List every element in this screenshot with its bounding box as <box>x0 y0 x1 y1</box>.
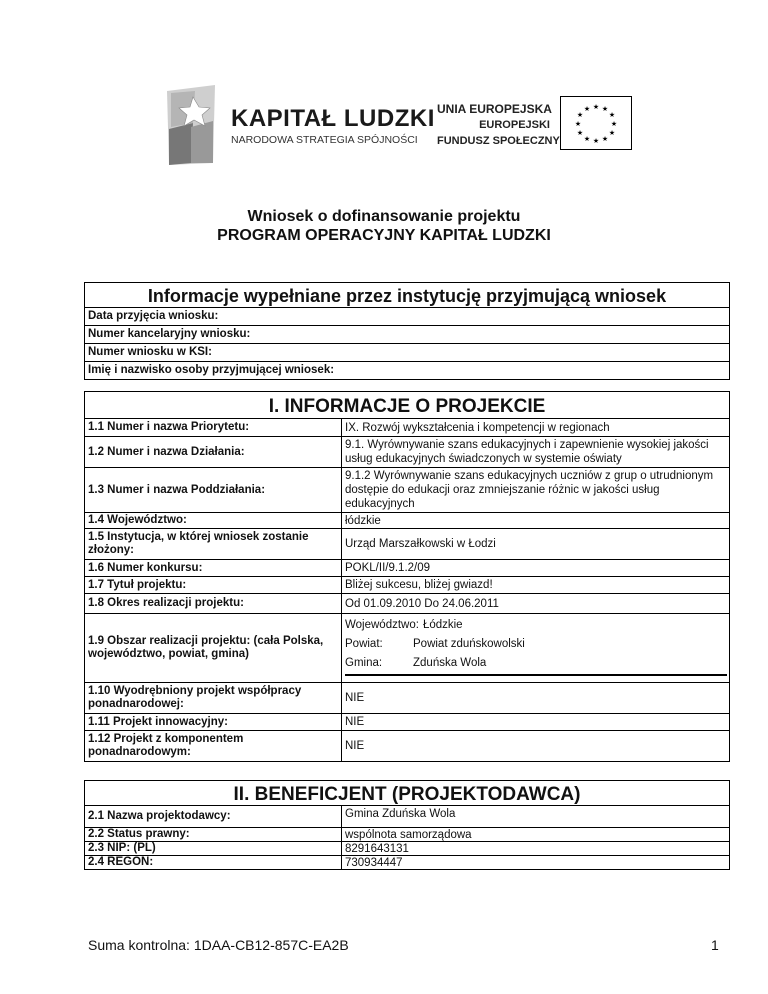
row-label: 1.7 Tytuł projektu: <box>85 577 342 593</box>
row-value: POKL/II/9.1.2/09 <box>345 562 431 574</box>
table-row <box>85 842 729 856</box>
table-row <box>85 828 729 842</box>
kapital-ludzki-logo <box>163 83 435 167</box>
checksum-footer: Suma kontrolna: 1DAA-CB12-857C-EA2B <box>88 937 349 953</box>
kapital-ludzki-subtitle: NARODOWA STRATEGIA SPÓJNOŚCI <box>231 134 418 146</box>
svg-text:★: ★ <box>592 103 600 111</box>
row-value: NIE <box>345 716 365 728</box>
table-row <box>85 806 729 828</box>
row-label: 1.2 Numer i nazwa Działania: <box>85 437 342 467</box>
table-row <box>85 529 729 560</box>
row-value: 9.1.2 Wyrównywanie szans edukacyjnych uczniów z grup o utrudnionym dostępie do edukacji oraz zmniejszanie różnic w jakości usług edukacyjnych <box>345 470 714 510</box>
project-area-value <box>342 614 729 682</box>
table-row <box>85 614 729 683</box>
reception-info-heading: Informacje wypełniane przez instytucję przyjmującą wniosek <box>85 283 729 308</box>
row-label: 2.4 REGON: <box>85 856 342 869</box>
row-value: Bliżej sukcesu, bliżej gwiazd! <box>345 579 493 591</box>
row-label: 2.1 Nazwa projektodawcy: <box>85 806 342 827</box>
svg-text:★: ★ <box>583 105 591 113</box>
area-commune-label: Gmina: <box>345 656 383 669</box>
svg-text:★: ★ <box>574 120 582 128</box>
ue-title: UNIA EUROPEJSKA <box>437 102 552 116</box>
ue-line-2: EUROPEJSKI <box>479 119 550 131</box>
table-row <box>85 683 729 714</box>
area-county-label: Powiat: <box>345 637 383 650</box>
area-voivodeship-label: Województwo: <box>345 618 419 631</box>
row-label: 1.12 Projekt z komponentem ponadnarodowym: <box>85 731 342 761</box>
row-label: 2.3 NIP: (PL) <box>85 842 342 855</box>
area-divider <box>345 674 727 676</box>
info-row-date: Data przyjęcia wniosku: <box>85 308 729 326</box>
section-1-heading: I. INFORMACJE O PROJEKCIE <box>85 392 729 419</box>
reception-info-table <box>84 282 730 380</box>
beneficiary-table <box>84 780 730 870</box>
svg-text:★: ★ <box>608 129 616 137</box>
row-value: łódzkie <box>345 514 381 527</box>
info-row-receiver-name: Imię i nazwisko osoby przyjmującej wniosek: <box>88 364 335 376</box>
area-county-line <box>345 634 726 653</box>
row-label: 1.6 Numer konkursu: <box>85 560 342 576</box>
row-label: 1.1 Numer i nazwa Priorytetu: <box>85 419 342 436</box>
document-title <box>0 207 768 245</box>
table-row <box>85 731 729 761</box>
row-label: 1.3 Numer i nazwa Poddziałania: <box>85 468 342 512</box>
row-value: Gmina Zduńska Wola <box>345 808 456 820</box>
title-line-2: PROGRAM OPERACYJNY KAPITAŁ LUDZKI <box>217 227 551 244</box>
row-label: 1.4 Województwo: <box>85 513 342 528</box>
row-value: 9.1. Wyrównywanie szans edukacyjnych i zapewnienie wysokiej jakości usług edukacyjnych świadczonych w systemie oświaty <box>345 439 709 465</box>
area-commune-value: Zduńska Wola <box>413 656 487 669</box>
row-label: 1.10 Wyodrębniony projekt współpracy ponadnarodowej: <box>85 683 342 713</box>
row-value: Od 01.09.2010 Do 24.06.2011 <box>345 597 499 610</box>
row-value: IX. Rozwój wykształcenia i kompetencji w regionach <box>345 421 610 434</box>
kapital-ludzki-emblem-icon <box>163 83 219 167</box>
row-value: wspólnota samorządowa <box>345 828 472 841</box>
area-commune-line <box>345 653 726 672</box>
svg-text:★: ★ <box>601 135 609 143</box>
title-line-1: Wniosek o dofinansowanie projektu <box>247 208 521 225</box>
table-row <box>85 468 729 513</box>
row-value: 730934447 <box>345 856 403 869</box>
row-label: 1.5 Instytucja, w której wniosek zostanie złożony: <box>85 529 342 559</box>
row-value: 8291643131 <box>345 842 409 855</box>
row-value: Urząd Marszałkowski w Łodzi <box>345 538 496 550</box>
svg-text:★: ★ <box>601 105 609 113</box>
row-label: 1.8 Okres realizacji projektu: <box>85 594 342 613</box>
info-row-ksi-number: Numer wniosku w KSI: <box>85 344 729 362</box>
row-label: 2.2 Status prawny: <box>85 828 342 841</box>
table-row <box>85 577 729 594</box>
row-value: NIE <box>345 740 365 752</box>
svg-text:★: ★ <box>583 135 591 143</box>
info-row-office-number: Numer kancelaryjny wniosku: <box>85 326 729 344</box>
svg-text:★: ★ <box>608 111 616 119</box>
table-row <box>85 437 729 468</box>
table-row <box>85 560 729 577</box>
ue-efs-logo-text <box>437 101 560 151</box>
page-number: 1 <box>711 937 719 953</box>
table-row <box>85 513 729 529</box>
table-row <box>85 714 729 731</box>
ue-line-3: FUNDUSZ SPOŁECZNY <box>437 135 560 147</box>
table-row <box>85 594 729 614</box>
area-voivodeship-value: Łódzkie <box>422 618 463 631</box>
row-label: 1.9 Obszar realizacji projektu: (cała Polska, województwo, powiat, gmina) <box>85 614 342 682</box>
kapital-ludzki-title: KAPITAŁ LUDZKI <box>231 105 435 132</box>
eu-flag-icon <box>560 96 632 150</box>
section-2-heading: II. BENEFICJENT (PROJEKTODAWCA) <box>85 781 729 806</box>
svg-text:★: ★ <box>576 111 584 119</box>
svg-text:★: ★ <box>576 129 584 137</box>
area-voivodeship-line <box>345 615 726 634</box>
project-info-table <box>84 391 730 762</box>
svg-text:★: ★ <box>610 120 618 128</box>
row-label: 1.11 Projekt innowacyjny: <box>85 714 342 730</box>
table-row <box>85 419 729 437</box>
table-row <box>85 856 729 869</box>
area-county-value: Powiat zduńskowolski <box>413 637 525 650</box>
svg-text:★: ★ <box>592 137 600 145</box>
row-value: NIE <box>345 692 365 704</box>
